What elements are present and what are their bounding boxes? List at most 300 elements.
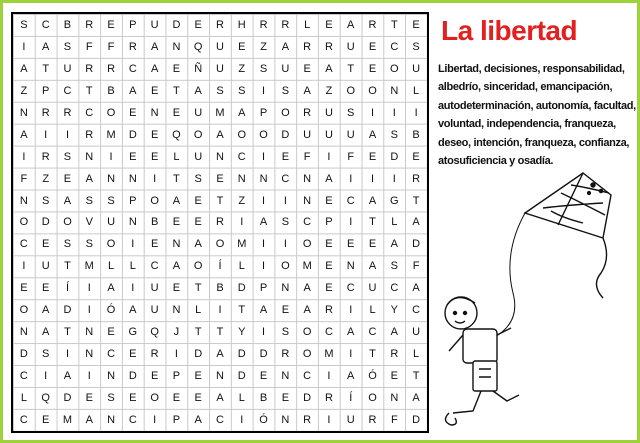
grid-cell[interactable]: D (237, 348, 246, 361)
grid-cell[interactable]: R (303, 106, 312, 119)
grid-cell[interactable]: M (237, 238, 247, 251)
grid-cell[interactable]: L (129, 260, 136, 273)
grid-cell[interactable]: E (390, 370, 398, 383)
grid-cell[interactable]: R (368, 414, 377, 427)
grid-cell[interactable]: A (216, 128, 224, 141)
grid-cell[interactable]: I (392, 172, 396, 185)
grid-cell[interactable]: A (129, 84, 137, 97)
grid-cell[interactable]: R (324, 40, 333, 53)
grid-cell[interactable]: I (131, 282, 135, 295)
grid-cell[interactable]: V (85, 216, 93, 229)
grid-cell[interactable]: E (325, 18, 333, 31)
grid-cell[interactable]: P (129, 18, 137, 31)
grid-cell[interactable]: B (150, 216, 159, 229)
grid-cell[interactable]: O (368, 84, 377, 97)
grid-cell[interactable]: E (150, 150, 159, 163)
grid-cell[interactable]: S (216, 84, 224, 97)
grid-cell[interactable]: R (107, 62, 116, 75)
grid-cell[interactable]: D (63, 392, 72, 405)
grid-cell[interactable]: N (19, 194, 28, 207)
grid-cell[interactable]: I (349, 304, 353, 317)
grid-cell[interactable]: O (19, 304, 29, 317)
grid-cell[interactable]: U (281, 62, 290, 75)
grid-cell[interactable]: F (347, 150, 355, 163)
grid-cell[interactable]: E (194, 370, 202, 383)
grid-cell[interactable]: L (20, 392, 27, 405)
grid-cell[interactable]: A (281, 40, 290, 53)
grid-cell[interactable]: U (194, 106, 203, 119)
grid-cell[interactable]: E (150, 84, 159, 97)
grid-cell[interactable]: R (128, 40, 137, 53)
grid-cell[interactable]: F (390, 414, 398, 427)
grid-cell[interactable]: S (281, 216, 290, 229)
grid-cell[interactable]: S (347, 106, 355, 119)
grid-cell[interactable]: E (368, 150, 377, 163)
grid-cell[interactable]: E (63, 172, 72, 185)
grid-cell[interactable]: D (237, 282, 246, 295)
grid-cell[interactable]: N (150, 106, 159, 119)
grid-cell[interactable]: T (347, 62, 355, 75)
grid-cell[interactable]: A (63, 194, 72, 207)
grid-cell[interactable]: E (303, 62, 311, 75)
grid-cell[interactable]: B (259, 392, 268, 405)
grid-cell[interactable]: E (20, 282, 28, 295)
grid-cell[interactable]: U (216, 62, 224, 75)
grid-cell[interactable]: S (85, 238, 93, 251)
grid-cell[interactable]: O (150, 392, 159, 405)
grid-cell[interactable]: T (173, 172, 180, 185)
grid-cell[interactable]: C (303, 370, 312, 383)
grid-cell[interactable]: E (129, 106, 137, 119)
grid-cell[interactable]: A (42, 40, 50, 53)
grid-cell[interactable]: F (20, 172, 28, 185)
grid-cell[interactable]: A (347, 370, 355, 383)
grid-cell[interactable]: A (216, 392, 224, 405)
grid-cell[interactable]: O (193, 128, 203, 141)
grid-cell[interactable]: O (302, 326, 312, 339)
grid-cell[interactable]: O (106, 238, 116, 251)
grid-cell[interactable]: S (412, 40, 420, 53)
grid-cell[interactable]: U (194, 150, 203, 163)
grid-cell[interactable]: E (42, 238, 50, 251)
grid-cell[interactable]: E (129, 392, 137, 405)
grid-cell[interactable]: A (172, 194, 181, 207)
grid-cell[interactable]: L (369, 304, 376, 317)
grid-cell[interactable]: D (128, 370, 137, 383)
grid-cell[interactable]: A (85, 172, 93, 185)
grid-cell[interactable]: D (63, 304, 72, 317)
grid-cell[interactable]: L (238, 260, 245, 273)
grid-cell[interactable]: I (327, 150, 331, 163)
grid-cell[interactable]: N (107, 172, 116, 185)
grid-cell[interactable]: Q (41, 392, 50, 405)
grid-cell[interactable]: U (412, 62, 421, 75)
grid-cell[interactable]: I (22, 40, 26, 53)
grid-cell[interactable]: O (237, 128, 247, 141)
grid-cell[interactable]: S (42, 348, 50, 361)
grid-cell[interactable]: C (303, 216, 312, 229)
grid-cell[interactable]: A (172, 260, 181, 273)
grid-cell[interactable]: E (129, 150, 137, 163)
grid-cell[interactable]: J (173, 326, 180, 339)
grid-cell[interactable]: A (150, 40, 159, 53)
grid-cell[interactable]: R (303, 414, 312, 427)
grid-cell[interactable]: A (216, 348, 224, 361)
grid-cell[interactable]: P (42, 84, 50, 97)
grid-cell[interactable]: U (41, 260, 50, 273)
grid-cell[interactable]: D (194, 348, 203, 361)
grid-cell[interactable]: E (107, 326, 115, 339)
grid-cell[interactable]: A (150, 62, 159, 75)
grid-cell[interactable]: A (63, 370, 72, 383)
grid-cell[interactable]: N (19, 326, 28, 339)
grid-cell[interactable]: C (150, 260, 159, 273)
grid-cell[interactable]: P (325, 216, 333, 229)
grid-cell[interactable]: L (413, 84, 420, 97)
grid-cell[interactable]: Í (65, 282, 69, 295)
grid-cell[interactable]: O (302, 238, 312, 251)
grid-cell[interactable]: C (85, 106, 94, 119)
grid-cell[interactable]: Z (42, 172, 50, 185)
grid-cell[interactable]: N (172, 304, 181, 317)
grid-cell[interactable]: E (150, 128, 159, 141)
grid-cell[interactable]: Z (238, 194, 246, 207)
grid-cell[interactable]: E (347, 238, 355, 251)
grid-cell[interactable]: F (107, 40, 115, 53)
grid-cell[interactable]: U (63, 62, 72, 75)
grid-cell[interactable]: D (303, 392, 312, 405)
grid-cell[interactable]: E (325, 260, 333, 273)
grid-cell[interactable]: A (347, 18, 355, 31)
grid-cell[interactable]: O (150, 194, 159, 207)
grid-cell[interactable]: N (216, 370, 224, 383)
grid-cell[interactable]: N (85, 326, 94, 339)
grid-cell[interactable]: C (412, 304, 421, 317)
grid-cell[interactable]: Ó (106, 304, 116, 317)
grid-cell[interactable]: C (128, 62, 137, 75)
grid-cell[interactable]: R (216, 18, 224, 31)
grid-cell[interactable]: A (259, 216, 268, 229)
grid-cell[interactable]: U (368, 282, 377, 295)
grid-cell[interactable]: N (281, 370, 290, 383)
grid-cell[interactable]: L (107, 260, 115, 273)
grid-cell[interactable]: O (19, 216, 29, 229)
grid-cell[interactable]: E (412, 18, 420, 31)
grid-cell[interactable]: N (390, 392, 399, 405)
grid-cell[interactable]: E (238, 40, 246, 53)
grid-cell[interactable]: M (324, 348, 334, 361)
grid-cell[interactable]: G (128, 326, 138, 339)
grid-cell[interactable]: C (41, 18, 50, 31)
grid-cell[interactable]: A (368, 260, 377, 273)
grid-cell[interactable]: L (195, 304, 202, 317)
grid-cell[interactable]: C (390, 40, 399, 53)
grid-cell[interactable]: I (327, 370, 331, 383)
grid-cell[interactable]: M (84, 260, 94, 273)
grid-cell[interactable]: P (172, 414, 181, 427)
grid-cell[interactable]: F (85, 40, 93, 53)
grid-cell[interactable]: I (65, 128, 69, 141)
grid-cell[interactable]: E (194, 194, 202, 207)
grid-cell[interactable]: E (216, 172, 224, 185)
grid-cell[interactable]: R (150, 348, 159, 361)
grid-cell[interactable]: I (153, 172, 157, 185)
grid-cell[interactable]: B (412, 128, 420, 141)
grid-cell[interactable]: N (85, 150, 94, 163)
grid-cell[interactable]: C (19, 414, 28, 427)
grid-cell[interactable]: A (194, 414, 202, 427)
grid-cell[interactable]: Q (172, 128, 181, 141)
grid-cell[interactable]: L (173, 150, 180, 163)
grid-cell[interactable]: E (281, 304, 290, 317)
grid-cell[interactable]: U (150, 304, 159, 317)
grid-cell[interactable]: O (281, 106, 290, 119)
grid-cell[interactable]: E (172, 62, 181, 75)
grid-cell[interactable]: Z (20, 84, 28, 97)
grid-cell[interactable]: A (20, 128, 28, 141)
grid-cell[interactable]: U (216, 40, 224, 53)
grid-cell[interactable]: Í (349, 392, 353, 405)
grid-cell[interactable]: O (346, 84, 355, 97)
grid-cell[interactable]: C (346, 194, 355, 207)
grid-cell[interactable]: O (390, 62, 399, 75)
grid-cell[interactable]: I (370, 172, 375, 185)
grid-cell[interactable]: S (63, 40, 72, 53)
grid-cell[interactable]: R (63, 106, 72, 119)
grid-cell[interactable]: Z (238, 62, 246, 75)
grid-cell[interactable]: D (281, 128, 290, 141)
grid-cell[interactable]: A (129, 304, 137, 317)
grid-cell[interactable]: E (42, 414, 50, 427)
grid-cell[interactable]: A (303, 304, 311, 317)
grid-cell[interactable]: A (347, 326, 355, 339)
grid-cell[interactable]: I (262, 238, 266, 251)
grid-cell[interactable]: I (87, 282, 91, 295)
grid-cell[interactable]: I (392, 106, 396, 119)
grid-cell[interactable]: R (41, 106, 50, 119)
grid-cell[interactable]: D (390, 150, 399, 163)
grid-cell[interactable]: N (281, 414, 290, 427)
grid-cell[interactable]: C (19, 370, 28, 383)
grid-cell[interactable]: L (238, 392, 245, 405)
grid-cell[interactable]: E (259, 370, 268, 383)
grid-cell[interactable]: D (237, 370, 246, 383)
grid-cell[interactable]: I (22, 150, 26, 163)
grid-cell[interactable]: E (129, 348, 137, 361)
grid-cell[interactable]: I (87, 370, 91, 383)
grid-cell[interactable]: E (85, 392, 93, 405)
grid-cell[interactable]: A (107, 282, 115, 295)
grid-cell[interactable]: Z (260, 40, 267, 53)
grid-cell[interactable]: E (368, 62, 377, 75)
grid-cell[interactable]: E (42, 282, 50, 295)
grid-cell[interactable]: Y (238, 326, 246, 339)
grid-cell[interactable]: M (215, 106, 225, 119)
grid-cell[interactable]: E (325, 194, 333, 207)
grid-cell[interactable]: A (412, 392, 420, 405)
grid-cell[interactable]: O (215, 238, 225, 251)
grid-cell[interactable]: R (324, 304, 333, 317)
grid-cell[interactable]: E (281, 392, 290, 405)
grid-cell[interactable]: C (281, 172, 290, 185)
grid-cell[interactable]: N (390, 84, 399, 97)
grid-cell[interactable]: O (63, 216, 72, 229)
grid-cell[interactable]: I (370, 106, 375, 119)
grid-cell[interactable]: E (368, 238, 377, 251)
grid-cell[interactable]: U (150, 282, 159, 295)
grid-cell[interactable]: A (412, 216, 420, 229)
grid-cell[interactable]: D (128, 128, 137, 141)
grid-cell[interactable]: B (216, 282, 224, 295)
grid-cell[interactable]: I (262, 260, 266, 273)
grid-cell[interactable]: N (303, 172, 312, 185)
grid-cell[interactable]: C (324, 326, 333, 339)
grid-cell[interactable]: S (107, 194, 115, 207)
grid-cell[interactable]: E (325, 238, 333, 251)
grid-cell[interactable]: N (259, 172, 268, 185)
grid-cell[interactable]: R (41, 150, 50, 163)
grid-cell[interactable]: A (194, 84, 202, 97)
grid-cell[interactable]: R (412, 172, 421, 185)
grid-cell[interactable]: O (302, 348, 312, 361)
grid-cell[interactable]: I (283, 194, 287, 207)
grid-cell[interactable]: I (262, 326, 266, 339)
grid-cell[interactable]: Ñ (194, 62, 203, 75)
grid-cell[interactable]: Q (150, 326, 159, 339)
grid-cell[interactable]: R (259, 18, 268, 31)
grid-cell[interactable]: I (44, 128, 48, 141)
grid-cell[interactable]: S (63, 238, 72, 251)
grid-cell[interactable]: R (85, 128, 94, 141)
grid-cell[interactable]: A (368, 194, 377, 207)
grid-cell[interactable]: I (218, 304, 222, 317)
grid-cell[interactable]: P (259, 106, 268, 119)
grid-cell[interactable]: R (281, 18, 290, 31)
grid-cell[interactable]: U (324, 106, 333, 119)
grid-cell[interactable]: E (325, 282, 333, 295)
grid-cell[interactable]: E (368, 40, 377, 53)
grid-cell[interactable]: N (303, 194, 312, 207)
grid-cell[interactable]: I (283, 238, 287, 251)
grid-cell[interactable]: Y (390, 304, 398, 317)
grid-cell[interactable]: A (325, 62, 333, 75)
grid-cell[interactable]: D (19, 348, 28, 361)
grid-cell[interactable]: R (368, 18, 377, 31)
grid-cell[interactable]: P (129, 194, 137, 207)
grid-cell[interactable]: E (172, 216, 181, 229)
grid-cell[interactable]: S (85, 194, 93, 207)
grid-cell[interactable]: N (237, 172, 246, 185)
grid-cell[interactable]: N (346, 260, 355, 273)
grid-cell[interactable]: Q (193, 40, 203, 53)
grid-cell[interactable]: T (194, 326, 202, 339)
grid-cell[interactable]: I (349, 348, 353, 361)
grid-cell[interactable]: I (327, 414, 331, 427)
grid-cell[interactable]: I (349, 172, 353, 185)
grid-cell[interactable]: N (128, 172, 137, 185)
grid-cell[interactable]: S (194, 172, 202, 185)
grid-cell[interactable]: I (174, 348, 178, 361)
grid-cell[interactable]: N (19, 106, 28, 119)
grid-cell[interactable]: B (63, 18, 72, 31)
grid-cell[interactable]: S (390, 260, 398, 273)
grid-cell[interactable]: S (107, 392, 115, 405)
grid-cell[interactable]: A (42, 326, 50, 339)
grid-cell[interactable]: O (193, 260, 203, 273)
grid-cell[interactable]: Z (325, 84, 333, 97)
grid-cell[interactable]: U (150, 18, 159, 31)
grid-cell[interactable]: U (346, 128, 355, 141)
grid-cell[interactable]: I (65, 348, 69, 361)
grid-cell[interactable]: C (107, 348, 116, 361)
grid-cell[interactable]: E (172, 392, 181, 405)
grid-cell[interactable]: B (107, 84, 115, 97)
grid-cell[interactable]: C (63, 84, 72, 97)
grid-cell[interactable]: L (391, 216, 398, 229)
grid-cell[interactable]: M (62, 414, 73, 427)
grid-cell[interactable]: R (85, 18, 94, 31)
grid-cell[interactable]: I (44, 370, 48, 383)
grid-cell[interactable]: A (194, 238, 202, 251)
grid-cell[interactable]: I (349, 216, 353, 229)
grid-cell[interactable]: E (281, 150, 290, 163)
grid-cell[interactable]: A (412, 282, 420, 295)
grid-cell[interactable]: N (172, 40, 181, 53)
grid-cell[interactable]: D (412, 238, 421, 251)
grid-cell[interactable]: I (240, 414, 244, 427)
grid-cell[interactable]: S (259, 62, 268, 75)
grid-cell[interactable]: T (369, 216, 376, 229)
grid-cell[interactable]: D (172, 18, 181, 31)
grid-cell[interactable]: C (216, 414, 224, 427)
grid-cell[interactable]: A (303, 282, 311, 295)
grid-cell[interactable]: T (412, 194, 420, 207)
grid-cell[interactable]: O (368, 392, 377, 405)
grid-cell[interactable]: I (262, 150, 266, 163)
grid-cell[interactable]: N (281, 282, 290, 295)
grid-cell[interactable]: E (172, 282, 181, 295)
grid-cell[interactable]: N (85, 348, 94, 361)
grid-cell[interactable]: E (194, 392, 202, 405)
grid-cell[interactable]: C (346, 282, 355, 295)
grid-cell[interactable]: I (153, 414, 157, 427)
grid-cell[interactable]: A (303, 84, 311, 97)
grid-cell[interactable]: S (281, 326, 290, 339)
grid-cell[interactable]: O (106, 106, 116, 119)
grid-cell[interactable]: R (324, 392, 333, 405)
grid-cell[interactable]: T (42, 62, 50, 75)
grid-cell[interactable]: N (128, 216, 137, 229)
grid-cell[interactable]: P (259, 282, 268, 295)
grid-cell[interactable]: I (131, 238, 135, 251)
grid-cell[interactable]: C (19, 238, 28, 251)
grid-cell[interactable]: L (413, 348, 420, 361)
grid-cell[interactable]: A (390, 326, 398, 339)
grid-cell[interactable]: I (240, 216, 244, 229)
grid-cell[interactable]: E (107, 18, 115, 31)
grid-cell[interactable]: R (390, 348, 399, 361)
grid-cell[interactable]: S (20, 18, 28, 31)
grid-cell[interactable]: S (390, 128, 398, 141)
grid-cell[interactable]: U (107, 216, 116, 229)
grid-cell[interactable]: E (172, 106, 181, 119)
grid-cell[interactable]: T (216, 326, 224, 339)
grid-cell[interactable]: D (259, 348, 268, 361)
grid-cell[interactable]: D (41, 216, 50, 229)
grid-cell[interactable]: M (106, 128, 116, 141)
grid-cell[interactable]: I (22, 260, 26, 273)
grid-cell[interactable]: R (303, 40, 312, 53)
